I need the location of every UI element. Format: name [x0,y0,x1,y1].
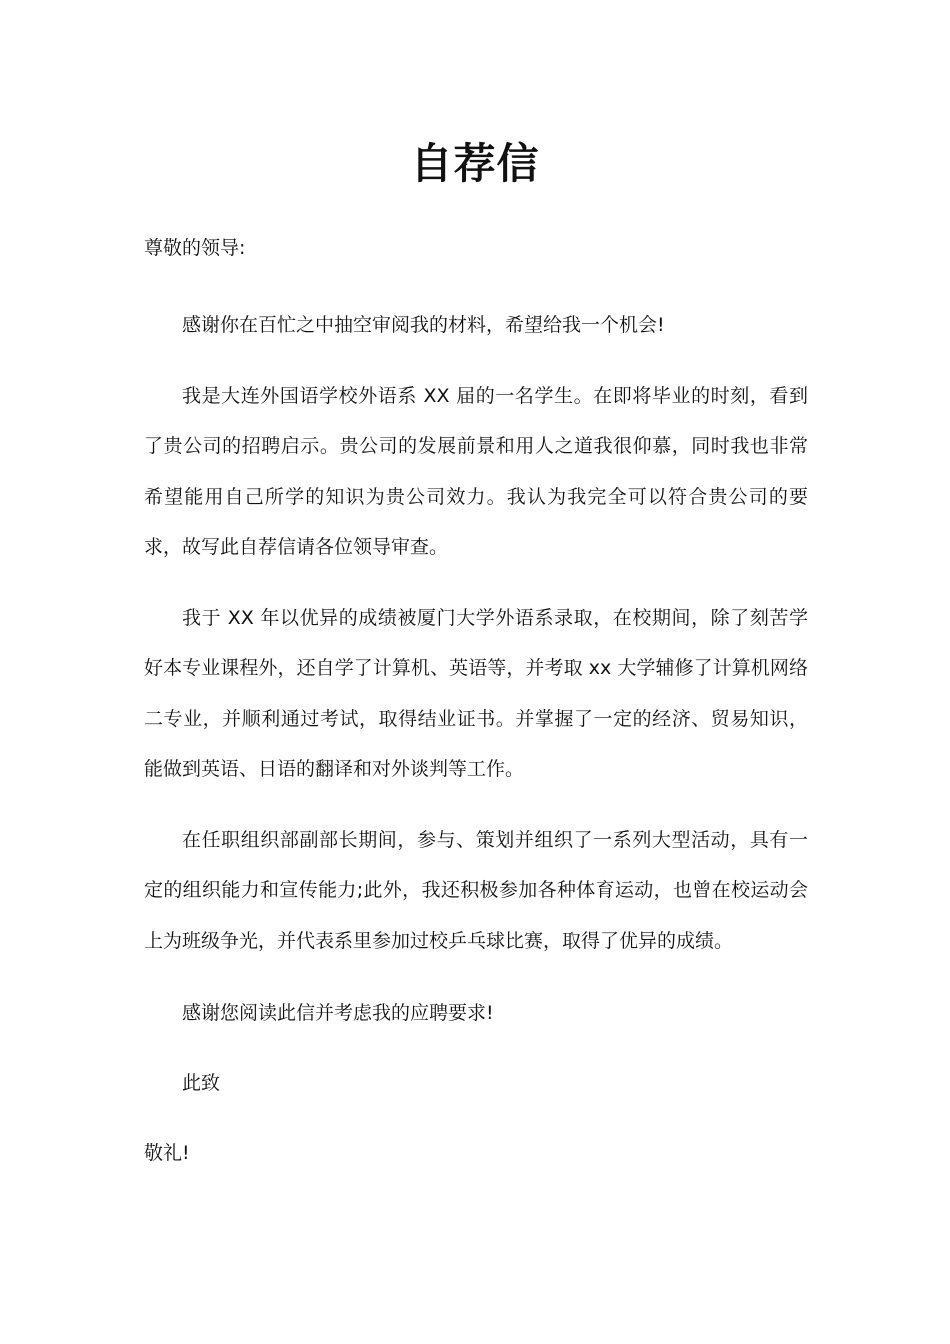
document-title: 自荐信 [410,139,540,188]
paragraph-introduction: 我是大连外国语学校外语系 XX 届的一名学生。在即将毕业的时刻，看到了贵公司的招聘启示。贵公司的发展前景和用人之道我很仰慕，同时我也非常希望能用自己所学的知识为贵公司效力。我认为我完全可以符合贵公司的要求，故写此自荐信请各位领导审查。 [144,384,808,558]
letter-body [144,232,808,1178]
paragraph-thanks: 感谢你在百忙之中抽空审阅我的材料，希望给我一个机会! [182,314,665,336]
paragraph-education: 我于 XX 年以优异的成绩被厦门大学外语系录取，在校期间，除了刻苦学好本专业课程外，还自学了计算机、英语等，并考取 xx 大学辅修了计算机网络二专业，并顺利通过考试，取得结业证书。并掌握了一定的经济、贸易知识，能做到英语、日语的翻译和对外谈判等工作。 [144,606,808,780]
salutation: 尊敬的领导: [144,237,246,259]
closing-phrase: 此致 [182,1072,221,1094]
paragraph-activities: 在任职组织部副部长期间，参与、策划并组织了一系列大型活动，具有一定的组织能力和宣传能力;此外，我还积极参加各种体育运动，也曾在校运动会上为班级争光，并代表系里参加过校乒乓球比赛，取得了优异的成绩。 [144,828,808,952]
paragraph-final-thanks: 感谢您阅读此信并考虑我的应聘要求! [182,1002,494,1024]
regards: 敬礼! [144,1142,190,1164]
